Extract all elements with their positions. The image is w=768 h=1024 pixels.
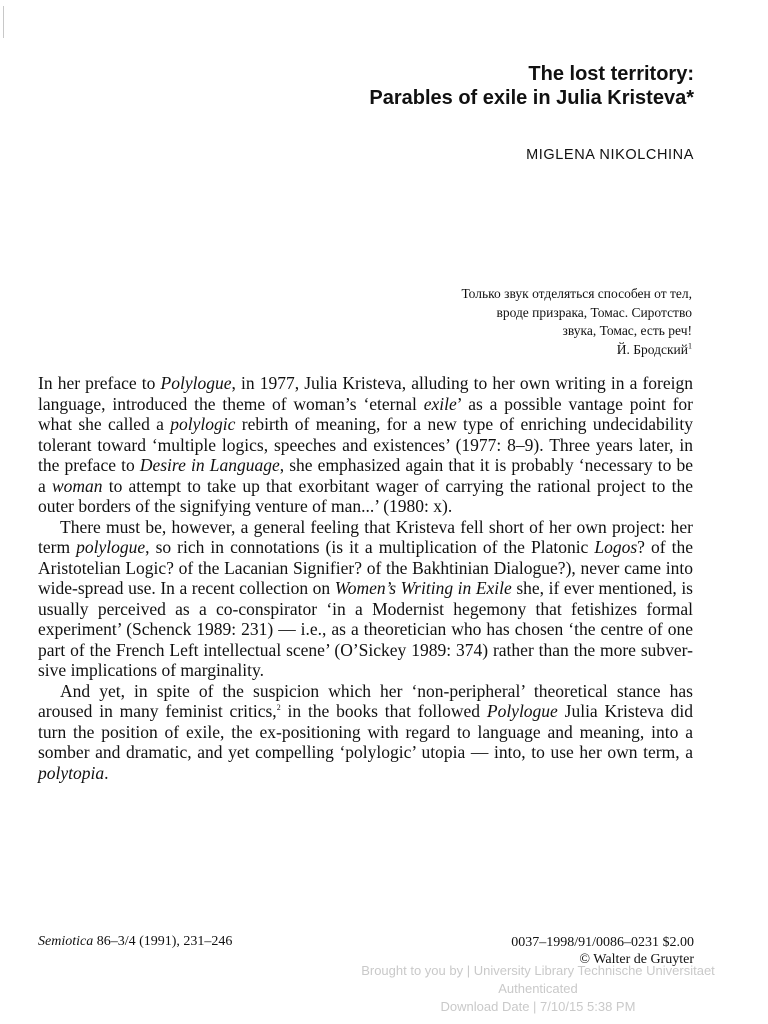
italic-term: Desire in Language bbox=[139, 455, 280, 475]
italic-term: Polylogue bbox=[486, 701, 558, 721]
italic-term: Women’s Writing in Exile bbox=[334, 578, 512, 598]
paragraph-3 bbox=[38, 681, 693, 784]
watermark-line-1: Brought to you by | University Library Technische Universitaet bbox=[361, 963, 715, 978]
italic-term: polytopia bbox=[38, 762, 105, 783]
italic-term: exile bbox=[423, 393, 457, 414]
text-run: to attempt to take up that exorbitant wager of carrying the rational project to the outer borders of the signifying venture of man...’ (1980: x). bbox=[38, 475, 693, 516]
epigraph-attribution bbox=[461, 341, 692, 360]
epigraph-line-1: Только звук отделяться способен от тел, bbox=[461, 286, 692, 301]
text-run: ’ as a possible vantage point for what she called a bbox=[38, 393, 694, 434]
author-name: MIGLENA NIKOLCHINA bbox=[526, 147, 694, 163]
text-run: Julia Kristeva did turn the position of exile, the ex-positioning with regard to language and meaning, into a somber and dramatic, and yet compelling ‘polylogic’ utopia — into, to use her own term, a bbox=[38, 701, 693, 762]
italic-term: Logos bbox=[594, 537, 638, 557]
text-run: , she emphasized again that it is probably ‘necessary to be a bbox=[38, 455, 693, 496]
journal-name: Semiotica bbox=[38, 934, 94, 949]
issn-code: 0037–1998/91/0086–0231 $2.00 bbox=[511, 935, 694, 950]
text-run: In her preface to bbox=[38, 373, 161, 393]
text-run: , in 1977, Julia Kristeva, alluding to her own writing in a foreign language, introduced the theme of woman’s ‘eternal bbox=[38, 373, 693, 414]
epigraph-author: Й. Бродский bbox=[616, 341, 688, 357]
journal-citation bbox=[38, 934, 232, 950]
body-text bbox=[38, 373, 693, 783]
download-watermark bbox=[328, 962, 748, 1016]
title-line-1: The lost territory: bbox=[528, 63, 694, 85]
journal-issue: 86–3/4 (1991), 231–246 bbox=[93, 934, 233, 949]
paragraph-2 bbox=[38, 517, 693, 681]
text-run: ? of the Aristotelian Logic? of the Lacanian Signifier? of the Bakhtinian Dialogue?), never came into wide-spread use. In a recent collection on bbox=[38, 537, 693, 598]
italic-term: polylogue bbox=[76, 537, 146, 557]
epigraph-line-2: вроде призрака, Томас. Сиротство bbox=[496, 304, 692, 320]
watermark-line-3: Download Date | 7/10/15 5:38 PM bbox=[440, 999, 636, 1014]
paragraph-1 bbox=[38, 373, 693, 517]
footnote-mark-1: 1 bbox=[688, 341, 692, 350]
italic-term: woman bbox=[51, 475, 103, 496]
epigraph bbox=[461, 285, 692, 359]
text-run: . bbox=[104, 762, 109, 783]
article-title bbox=[369, 62, 694, 110]
italic-term: Polylogue bbox=[160, 373, 232, 393]
margin-mark bbox=[3, 6, 4, 38]
text-run: There must be, however, a general feeling that Kristeva fell short of her own project: her term bbox=[38, 516, 693, 557]
watermark-line-2: Authenticated bbox=[498, 981, 578, 996]
copyright-notice: © Walter de Gruyter bbox=[579, 952, 694, 967]
text-run: And yet, in spite of the suspicion which her ‘non-peripheral’ theoretical stance has aroused in many feminist critics, bbox=[38, 680, 693, 721]
italic-term: polylogic bbox=[170, 414, 236, 434]
text-run: in the books that followed bbox=[280, 701, 487, 721]
footnote-mark: 2 bbox=[276, 703, 281, 713]
text-run: , so rich in connotations (is it a multiplication of the Platonic bbox=[145, 537, 595, 557]
epigraph-line-3: звука, Томас, есть реч! bbox=[562, 323, 692, 338]
text-run: she, if ever mentioned, is usually perceived as a co-conspirator ‘in a Modernist hegemony that fetishizes formal experiment’ (Schenck 1989: 231) — i.e., as a theoretician who has chosen ‘the centre of one part of the French Left intellectual scene’ (O’Sickey 1989: 374) rather than the more subver-sive implications of marginality. bbox=[38, 578, 693, 680]
title-line-2: Parables of exile in Julia Kristeva* bbox=[369, 87, 694, 109]
text-run: rebirth of meaning, for a new type of enriching undecidability tolerant toward ‘multiple logics, speeches and existences’ (1977: 8–9). Three years later, in the preface to bbox=[38, 414, 694, 475]
